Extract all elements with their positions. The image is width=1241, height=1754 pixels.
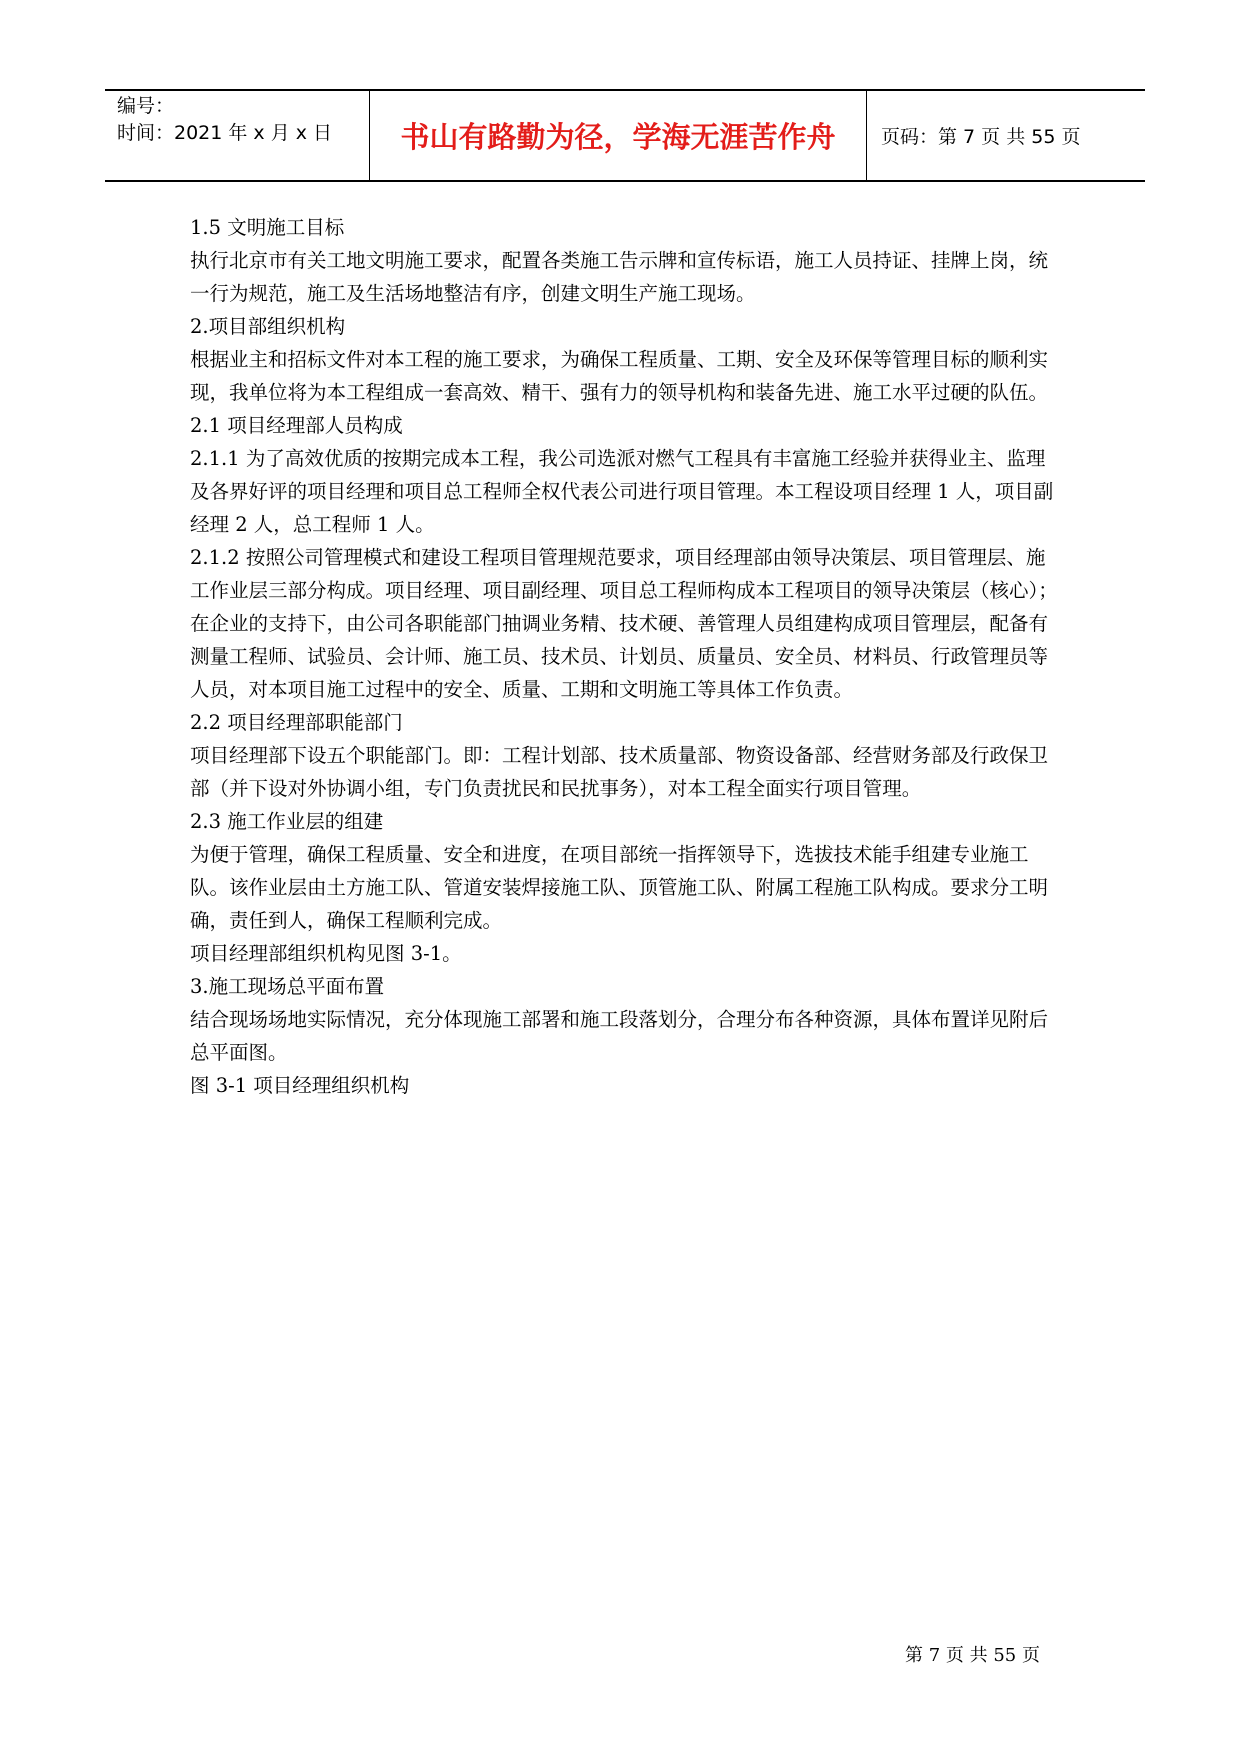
body-paragraph: 结合现场场地实际情况，充分体现施工部署和施工段落划分，合理分布各种资源，具体布置详见附后总平面图。 <box>190 1008 1049 1064</box>
page-footer: 第 7 页 共 55 页 <box>905 1645 1040 1666</box>
document-body <box>190 211 1060 1102</box>
document-number-label: 编号： <box>117 95 175 117</box>
section-heading: 2.1 项目经理部人员构成 <box>190 414 403 437</box>
body-paragraph: 项目经理部组织机构见图 3-1。 <box>190 942 462 965</box>
document-time-label: 时间：2021 年 x 月 x 日 <box>117 122 333 144</box>
section-heading: 2.项目部组织机构 <box>190 315 346 338</box>
body-paragraph: 执行北京市有关工地文明施工要求，配置各类施工告示牌和宣传标语，施工人员持证、挂牌上岗，统一行为规范，施工及生活场地整洁有序，创建文明生产施工现场。 <box>190 249 1049 305</box>
body-paragraph: 项目经理部下设五个职能部门。即：工程计划部、技术质量部、物资设备部、经营财务部及行政保卫部（并下设对外协调小组，专门负责扰民和民扰事务），对本工程全面实行项目管理。 <box>190 744 1049 800</box>
section-heading: 1.5 文明施工目标 <box>190 216 345 239</box>
body-paragraph: 为便于管理，确保工程质量、安全和进度，在项目部统一指挥领导下，选拔技术能手组建专业施工队。该作业层由土方施工队、管道安装焊接施工队、顶管施工队、附属工程施工队构成。要求分工明确，责任到人，确保工程顺利完成。 <box>190 843 1049 932</box>
section-heading: 3.施工现场总平面布置 <box>190 975 385 998</box>
page-header <box>105 89 1145 182</box>
body-paragraph: 2.1.2 按照公司管理模式和建设工程项目管理规范要求，项目经理部由领导决策层、项目管理层、施工作业层三部分构成。项目经理、项目副经理、项目总工程师构成本工程项目的领导决策层（核心）；在企业的支持下，由公司各职能部门抽调业务精、技术硬、善管理人员组建构成项目管理层，配备有测量工程师、试验员、会计师、施工员、技术员、计划员、质量员、安全员、材料员、行政管理员等人员，对本项目施工过程中的安全、质量、工期和文明施工等具体工作负责。 <box>190 546 1058 701</box>
section-heading: 2.2 项目经理部职能部门 <box>190 711 403 734</box>
figure-caption: 图 3-1 项目经理组织机构 <box>190 1074 410 1097</box>
body-paragraph: 根据业主和招标文件对本工程的施工要求，为确保工程质量、工期、安全及环保等管理目标的顺利实现，我单位将为本工程组成一套高效、精干、强有力的领导机构和装备先进、施工水平过硬的队伍。 <box>190 348 1049 404</box>
section-heading: 2.3 施工作业层的组建 <box>190 810 384 833</box>
header-meta <box>105 91 370 180</box>
body-paragraph: 2.1.1 为了高效优质的按期完成本工程，我公司选派对燃气工程具有丰富施工经验并获得业主、监理及各界好评的项目经理和项目总工程师全权代表公司进行项目管理。本工程设项目经理 1 人，项目副经理 2 人，总工程师 1 人。 <box>190 447 1054 536</box>
header-motto: 书山有路勤为径，学海无涯苦作舟 <box>370 91 867 180</box>
header-page-info: 页码：第 7 页 共 55 页 <box>881 126 1081 148</box>
